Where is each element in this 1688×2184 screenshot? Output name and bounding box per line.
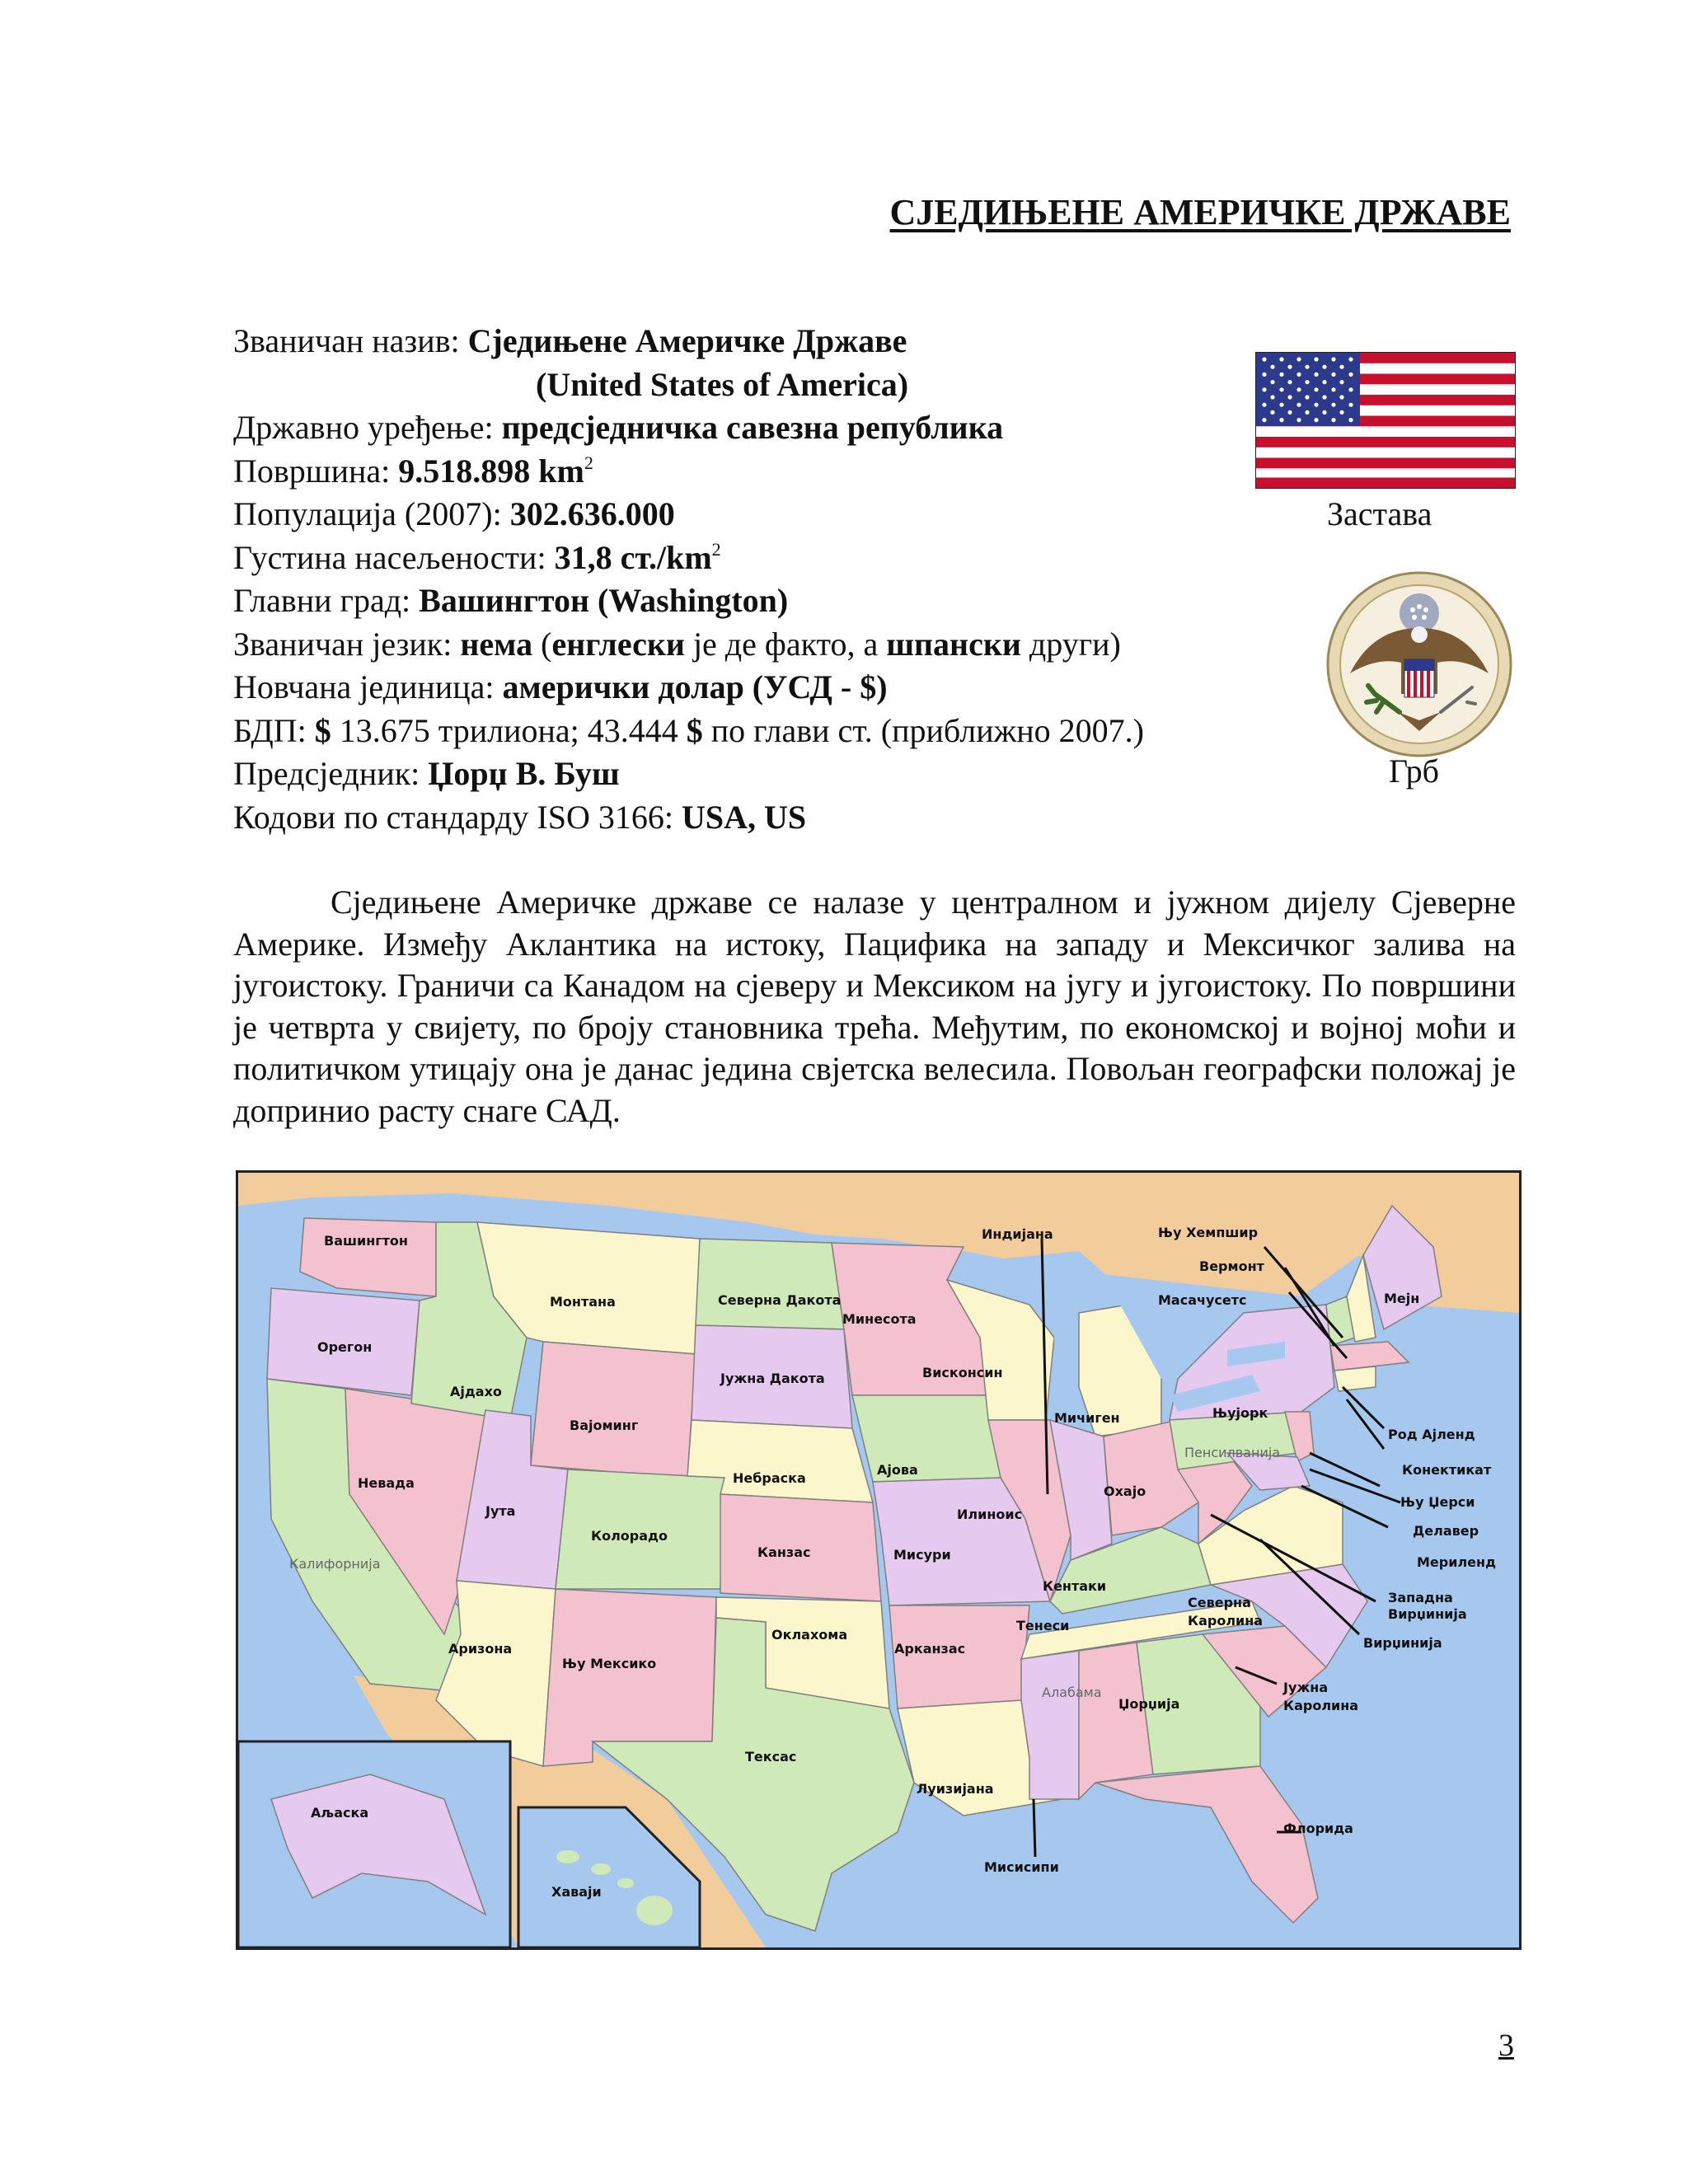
label-texas: Тексас [745,1749,797,1765]
label-tennessee: Тенеси [1016,1618,1070,1633]
label-wyoming: Вајоминг [570,1418,639,1433]
label-south-carolina-2: Каролина [1283,1698,1359,1713]
flag-star [1314,403,1318,407]
label-kentucky: Кентаки [1043,1578,1107,1594]
flag-star [1331,373,1335,377]
flag-star [1262,357,1266,361]
label-illinois: Илиноис [957,1507,1023,1522]
fact-official-name-en: (United States of America) [536,365,909,403]
state-mississippi [1021,1651,1079,1799]
fact-president: Предсједник: Џорџ В. Буш [233,755,620,792]
label-connecticut: Конектикат [1402,1462,1492,1478]
label-pennsylvania: Пенсилванија [1184,1445,1281,1460]
map-canvas [238,1173,1519,1947]
flag-star [1279,418,1283,422]
label-maryland: Мериленд [1417,1554,1496,1570]
flag-star [1279,403,1283,407]
flag-star [1348,403,1353,407]
flag-star [1348,357,1353,361]
label-arizona: Аризона [448,1641,513,1657]
flag-star [1314,373,1318,377]
state-new-mexico [543,1589,716,1766]
flag-star [1279,387,1283,391]
flag-star [1262,418,1266,422]
flag-star [1279,357,1283,361]
flag-star [1296,418,1301,422]
flag-star [1305,410,1309,415]
fact-gdp: БДП: $ 13.675 трилиона; 43.444 $ по глави ст. (приближно 2007.) [233,711,1144,749]
label-virginia: Вирџинија [1363,1635,1442,1651]
flag-star [1270,365,1274,369]
label-south-dakota: Јужна Дакота [720,1371,825,1386]
us-states-map [236,1170,1522,1950]
flag-star [1296,387,1301,391]
flag-star [1348,418,1353,422]
fact-population: Популација (2007): 302.636.000 [233,495,675,532]
state-iowa [852,1395,1001,1482]
fact-area: Површина: 9.518.898 $km^2$ [233,452,593,490]
flag-star [1270,380,1274,384]
label-florida: Флорида [1283,1821,1353,1836]
flag-star [1322,380,1326,384]
label-vermont: Вермонт [1199,1258,1264,1274]
label-louisiana: Луизијана [917,1781,994,1797]
label-new-jersey: Њу Џерси [1400,1494,1475,1510]
country-facts [233,320,1272,839]
us-flag-image [1255,352,1516,489]
label-oklahoma: Оклахома [771,1627,848,1643]
label-new-york: Њујорк [1212,1405,1268,1421]
label-idaho: Ајдахо [450,1384,502,1399]
flag-star [1270,410,1274,415]
label-west-virginia-1: Западна [1388,1590,1453,1605]
flag-star [1331,357,1335,361]
flag-star [1262,403,1266,407]
label-maine: Мејн [1384,1291,1420,1306]
label-washington: Вашингтон [324,1233,408,1249]
flag-star [1314,418,1318,422]
label-alabama: Алабама [1042,1685,1102,1700]
state-wyoming [531,1342,696,1478]
label-west-virginia-2: Вирџинија [1388,1606,1467,1622]
flag-star [1296,373,1301,377]
label-south-carolina-1: Јужна [1283,1680,1329,1695]
flag-star [1314,387,1318,391]
label-delaware: Делавер [1413,1523,1479,1539]
fact-currency: Новчана јединица: амерички долар (УСД - $) [233,668,888,705]
flag-star [1262,387,1266,391]
label-indiana: Индијана [982,1226,1053,1242]
label-oregon: Орегон [317,1339,373,1355]
label-kansas: Канзас [757,1544,811,1560]
label-hawaii: Хаваји [551,1884,602,1900]
label-arkansas: Арканзас [894,1641,966,1657]
state-connecticut [1334,1366,1376,1391]
flag-star [1305,395,1309,399]
label-north-dakota: Северна Дакота [718,1292,842,1308]
label-massachusetts: Масачусетс [1158,1292,1247,1308]
fact-density: Густина насељености: 31,8 $ст./km^2$ [233,538,721,576]
fact-iso: Кодови по стандарду ISO 3166: USA, US [233,798,807,836]
label-iowa: Ајова [877,1462,918,1478]
flag-star [1322,410,1326,415]
fact-capital: Главни град: Вашингтон (Washington) [233,582,789,619]
flag-star [1339,380,1343,384]
flag-star [1279,373,1283,377]
label-nevada: Невада [358,1475,415,1491]
flag-star [1331,403,1335,407]
flag-star [1314,357,1318,361]
flag-star [1348,387,1353,391]
label-new-hampshire: Њу Хемпшир [1158,1225,1259,1240]
page-number: 3 [1498,2028,1514,2063]
fact-official-name: Званичан назив: Сједињене Америчке Државе [233,322,907,359]
flag-star [1262,373,1266,377]
page-title: СЈЕДИЊЕНЕ АМЕРИЧКЕ ДРЖАВЕ [889,192,1511,232]
flag-star [1287,410,1292,415]
flag-star [1331,387,1335,391]
label-alaska: Аљаска [311,1805,369,1821]
fact-government: Државно уређење: предсједничка савезна република [233,409,1004,446]
label-rhode-island: Род Ајленд [1388,1427,1475,1442]
label-north-carolina-2: Каролина [1188,1613,1264,1629]
flag-caption: Застава [1327,495,1432,532]
flag-star [1287,395,1292,399]
us-flag-icon [1255,352,1516,489]
label-mississippi: Мисисипи [984,1859,1059,1875]
label-georgia: Џорџија [1118,1696,1180,1712]
flag-star [1339,365,1343,369]
state-arkansas [889,1605,1029,1708]
flag-star [1296,357,1301,361]
flag-star [1287,380,1292,384]
label-montana: Монтана [550,1294,616,1310]
label-north-carolina-1: Северна [1188,1595,1251,1610]
flag-star [1305,380,1309,384]
flag-star [1339,410,1343,415]
flag-star [1348,373,1353,377]
state-north-dakota [696,1239,844,1329]
label-colorado: Колорадо [591,1528,668,1544]
flag-star [1331,418,1335,422]
seal-caption: Грб [1389,752,1439,790]
flag-star [1322,365,1326,369]
label-new-mexico: Њу Мексико [562,1656,657,1671]
label-missouri: Мисури [893,1547,951,1563]
great-seal-icon [1325,570,1513,758]
fact-language: Званичан језик: нема (енглески је де факто, а шпански други) [233,625,1121,663]
flag-star [1305,365,1309,369]
body-paragraph: Сједињене Америчке државе се налазе у централном и јужном дијелу Сјеверне Америке. Између Аклантика на истоку, Пацифика на западу и Мексичког залива на југоистоку. Граничи са Канадом на сјеверу и Мексиком на југу и југоистоку. По површини је четврта у свијету, по броју становника трећа. Међутим, по економској и војној моћи и политичком утицају она је данас једина свјетска велесила. Повољан географски положај је допринио расту снаге САД. [233,883,1516,1129]
flag-star [1287,365,1292,369]
flag-star [1339,395,1343,399]
us-seal-image [1325,570,1513,758]
label-michigan: Мичиген [1054,1410,1120,1426]
label-minnesota: Минесота [842,1311,917,1327]
label-nebraska: Небраска [733,1470,806,1486]
label-wisconsin: Висконсин [922,1365,1003,1380]
label-utah: Јута [485,1503,516,1519]
flag-star [1270,395,1274,399]
label-california: Калифорнија [289,1556,381,1572]
flag-star [1296,403,1301,407]
flag-star [1322,395,1326,399]
label-ohio: Охајо [1104,1483,1146,1499]
